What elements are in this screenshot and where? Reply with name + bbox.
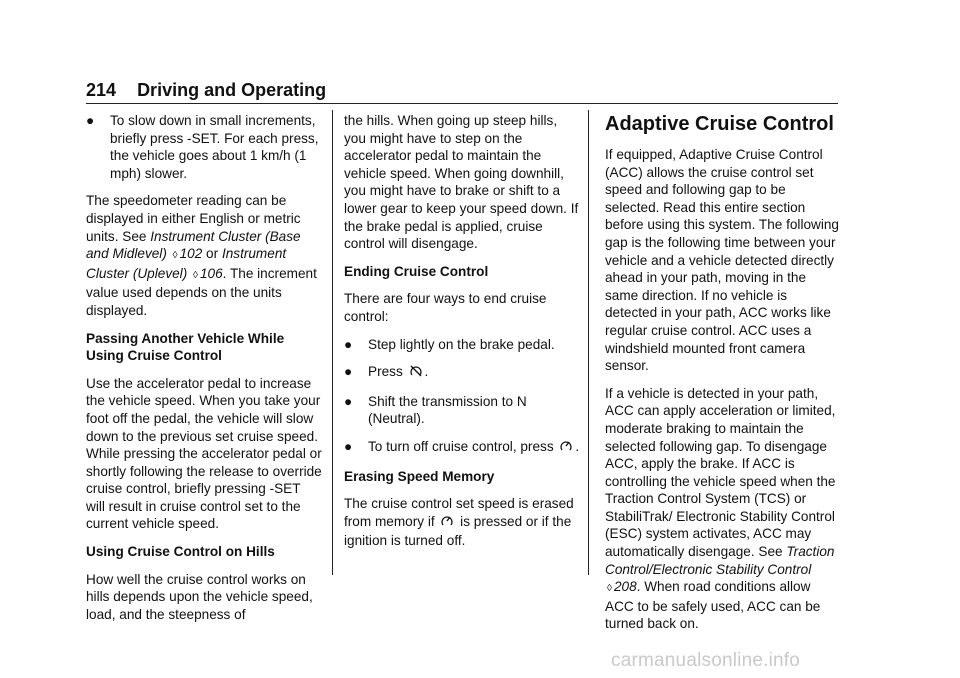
page-reference[interactable]: 106 xyxy=(199,265,223,281)
subheading: Using Cruise Control on Hills xyxy=(86,544,275,560)
column-3 xyxy=(605,112,841,643)
list-item: ● Step lightly on the brake pedal. xyxy=(344,336,555,352)
page-number: 214 xyxy=(86,80,117,100)
paragraph: the hills. When going up steep hills, you might have to step on the accelerator pedal to maintain the vehicle speed. When going downhill, you might have to brake or shift to a lower gear to keep your speed down. If the brake pedal is applied, cruise control will disengage. xyxy=(344,113,579,252)
page-reference[interactable]: 102 xyxy=(179,246,203,262)
paragraph: The cruise control set speed is erased from memory if is pressed or if the ignition is turned off. xyxy=(344,496,574,549)
list-item: ● To slow down in small increments, briefly press -SET. For each press, the vehicle goes about 1 km/h (1 mph) slower. xyxy=(86,113,319,181)
subheading: Ending Cruise Control xyxy=(344,263,489,279)
paragraph: How well the cruise control works on hills depends upon the vehicle speed, load, and the steepness of xyxy=(86,571,313,622)
paragraph: Use the accelerator pedal to increase the vehicle speed. When you take your foot off the pedal, the vehicle will slow down to the previous set cruise speed. While pressing the accelerator pedal or shortly following the release to override cruise control, briefly pressing -SET will result in cruise control set to the current vehicle speed. xyxy=(86,375,322,532)
paragraph: If equipped, Adaptive Cruise Control (ACC) allows the cruise control set speed and following gap to be selected. Read this entire section before using this system. The following gap is the following time between your vehicle and a vehicle detected directly ahead in your path, moving in the same direction. If no vehicle is detected in your path, ACC works like regular cruise control. ACC uses a windshield mounted front camera sensor. xyxy=(605,147,839,374)
header-rule xyxy=(86,103,838,104)
cross-reference-link[interactable]: Traction Control/Electronic Stability Control xyxy=(605,544,835,577)
paragraph: There are four ways to end cruise control: xyxy=(344,291,547,324)
column-1 xyxy=(86,112,322,633)
cross-reference-link[interactable]: Instrument Cluster (Uplevel) xyxy=(86,246,287,281)
page-reference[interactable]: 208 xyxy=(613,579,637,595)
column-divider-2 xyxy=(588,110,589,575)
list-item: ● Press . xyxy=(344,363,580,383)
list-item: ● To turn off cruise control, press . xyxy=(344,438,580,458)
page-reference-icon: ◊ xyxy=(607,583,612,595)
subheading: Passing Another Vehicle While Using Cruise Control xyxy=(86,330,285,364)
subheading: Erasing Speed Memory xyxy=(344,468,495,484)
page-header xyxy=(86,80,326,101)
page-reference-icon: ◊ xyxy=(193,269,198,281)
cross-reference-link[interactable]: Instrument Cluster (Base and Midlevel) xyxy=(86,228,301,262)
watermark: carmanualsonline.info xyxy=(611,650,801,671)
cruise-cancel-icon xyxy=(409,364,423,383)
column-2 xyxy=(344,112,580,560)
section-heading: Adaptive Cruise Control xyxy=(605,113,834,135)
cruise-on-off-icon xyxy=(440,514,454,533)
paragraph: If a vehicle is detected in your path, ACC can apply acceleration or limited, moderate braking to maintain the selected following gap. To disengage ACC, apply the brake. If ACC is controlling the vehicle speed when the Traction Control System (TCS) or StabiliTrak/ Electronic Stability Control (ESC) system activates, ACC may automatically disengage. See Traction Control/Electronic Stability Control ◊ 208. When road conditions allow ACC to be safely used, ACC can be turned back on. xyxy=(605,385,836,632)
cruise-on-off-icon xyxy=(559,439,573,458)
section-title: Driving and Operating xyxy=(137,80,327,100)
list-item: ● Shift the transmission to N (Neutral). xyxy=(344,393,527,427)
paragraph: The speedometer reading can be displayed in either English or metric units. See Instrument Cluster (Base and Midlevel) ◊ 102 or Instrument Cluster (Uplevel) ◊ 106. The increment value used depends on the units displayed. xyxy=(86,193,317,318)
page-reference-icon: ◊ xyxy=(172,250,178,262)
column-divider-1 xyxy=(332,110,333,575)
